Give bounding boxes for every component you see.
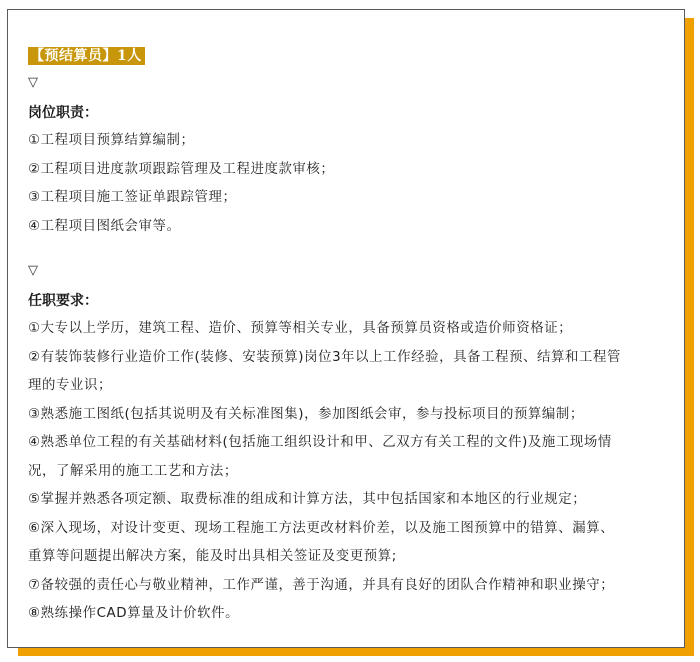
duty-item-4: ④工程项目图纸会审等。 [28,218,181,234]
requirement-item-3: ③熟悉施工图纸(包括其说明及有关标准图集)，参加图纸会审，参与投标项目的预算编制； [28,406,584,422]
requirement-item-4: ④熟悉单位工程的有关基础材料(包括施工组织设计和甲、乙双方有关工程的文件)及施工现场情 [28,435,612,450]
job-card [7,9,685,648]
requirements-list [28,315,678,629]
requirement-item-1: ①大专以上学历，建筑工程、造价、预算等相关专业，具备预算员资格或造价师资格证； [28,321,573,336]
duty-item-2: ②工程项目进度款项跟踪管理及工程进度款审核； [28,161,335,177]
requirement-item-7: ⑦备较强的责任心与敬业精神，工作严谨，善于沟通，并具有良好的团队合作精神和职业操守； [28,577,615,593]
duties-heading: 岗位职责： [28,105,98,121]
requirements-heading: 任职要求： [28,293,98,309]
position-badge-row [28,47,678,65]
requirement-item-2-cont: 理的专业识； [28,378,112,393]
duties-list [28,127,678,241]
triangle-marker-icon: ▽ [28,263,38,278]
requirement-item-5: ⑤掌握并熟悉各项定额、取费标准的组成和计算方法，其中包括国家和本地区的行业规定； [28,492,587,507]
triangle-marker-icon: ▽ [28,75,38,90]
duty-item-3: ③工程项目施工签证单跟踪管理； [28,190,237,205]
requirement-item-4-cont: 况，了解采用的施工工艺和方法； [28,463,238,479]
duty-item-1: ①工程项目预算结算编制； [28,133,195,148]
job-content [28,47,678,629]
requirement-item-6: ⑥深入现场，对设计变更、现场工程施工方法更改材料价差，以及施工图预算中的错算、漏算、 [28,520,615,536]
requirement-item-8: ⑧熟练操作CAD算量及计价软件。 [28,606,240,621]
requirement-item-6-cont: 重算等问题提出解决方案，能及时出具相关签证及变更预算; [28,549,397,564]
position-badge: 【预结算员】1人 [28,47,145,65]
requirement-item-2: ②有装饰装修行业造价工作(装修、安装预算)岗位3年以上工作经验，具备工程预、结算和工程管 [28,349,621,365]
